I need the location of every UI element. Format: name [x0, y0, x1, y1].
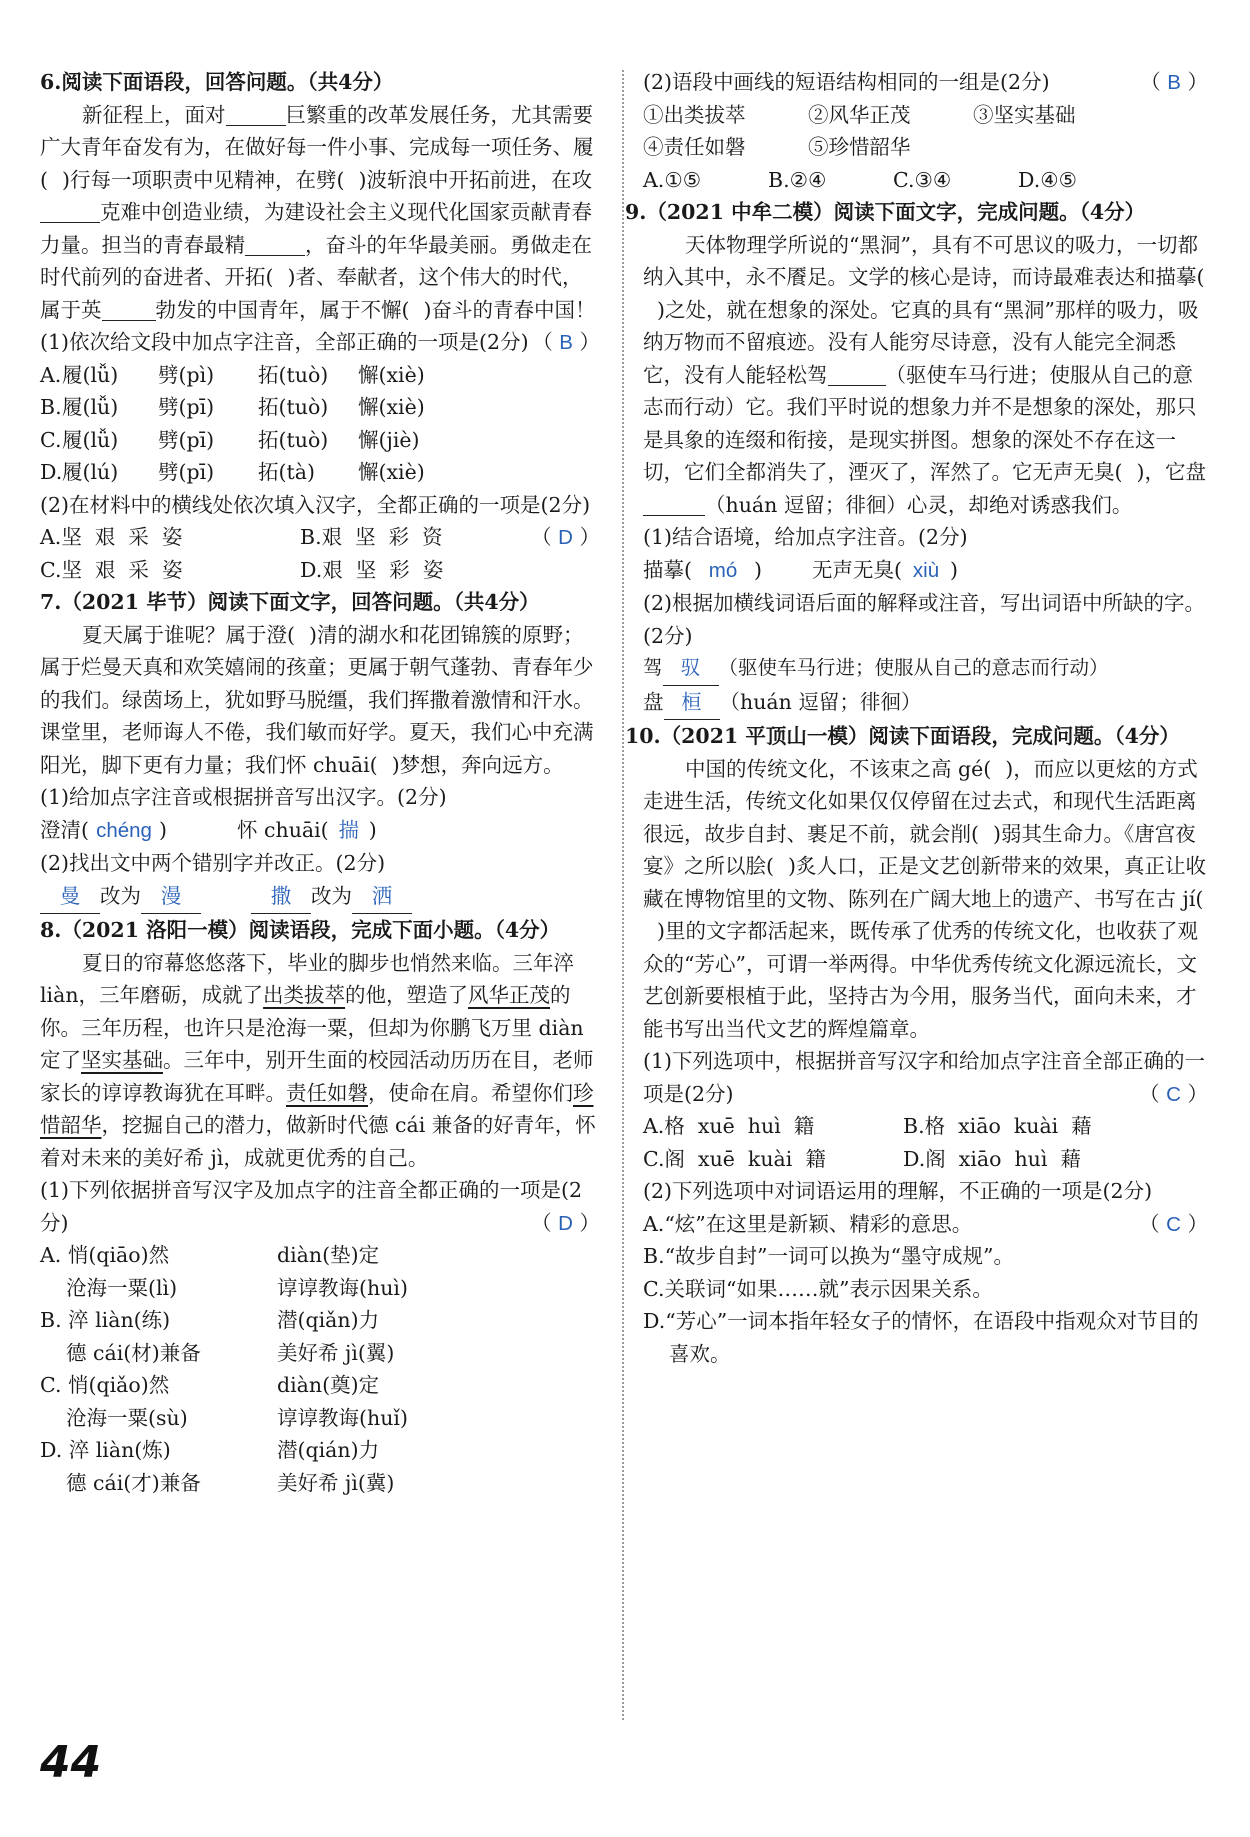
q7-passage: 夏天属于谁呢？属于澄( )清的湖水和花团锦簇的原野；属于烂曼天真和欢笑嬉闹的孩童；更属于朝气蓬勃、青春年少的我们。绿茵场上，犹如野马脱缰，我们挥撒着激情和汗水。课堂里，老师诲人不倦，我们敏而好学。夏天，我们心中充满阳光，脚下更有力量；我们怀 chuāi( )梦想，奔向远方。 [40, 622, 594, 777]
q10-sub1-answer: C [1166, 1082, 1181, 1106]
q7-sub1-answers: 澄清( chéng ) 怀 chuāi( 揣 ) [40, 817, 377, 842]
q8-sub1-options: A. 悄(qiāo)然 diàn(垫)定 沧海一粟(lì) 谆谆教诲(huì) B. 淬 liàn(练) 潜(qiǎn)力 德 cái(材)兼备 美好希 jì(翼) C. 悄(qiǎo)然 diàn(奠)定 沧海一粟(sù) 谆谆教诲(huǐ) D. 淬 liàn(炼) 潜(qián)力 德 cái(才)兼备 美好希 jì(冀) [40, 1243, 408, 1495]
q8-sub2-answer: B [1167, 71, 1181, 94]
option: A.坚 艰 采 姿 [40, 525, 183, 549]
q10-title: 10.（2021 平顶山一模）阅读下面语段，完成问题。（4分） [625, 724, 1180, 748]
q6-sub2-options [40, 521, 531, 586]
q10-sub2-answer: C [1166, 1212, 1181, 1236]
q7-sub2: (2)找出文中两个错别字并改正。(2分) [40, 851, 386, 875]
q6-passage: 新征程上，面对 巨繁重的改革发展任务，尤其需要广大青年奋发有为，在做好每一件小事、完成每一项任务、履( )行每一项职责中见精神，在劈( )波斩浪中开拓前进，在攻克难中创造业绩，为建设社会主义现代化国家贡献青春力量。担当的青春最精 ，奋斗的年华最美丽。勇做走在时代前列的奋进者、开拓( )者、奉献者，这个伟大的时代，属于英 勃发的中国青年，属于不懈( )奋斗的青春中国！ [40, 102, 596, 322]
q8-title: 8.（2021 洛阳一模）阅读语段，完成下面小题。（4分） [40, 918, 561, 942]
q8-sub2-items: ①出类拔萃 ②风华正茂 ③坚实基础 ④责任如磐 ⑤珍惜韶华 [643, 102, 1076, 159]
q8-passage: 夏日的帘幕悠悠落下，毕业的脚步也悄然来临。三年淬 liàn，三年磨砺，成就了出类拔萃的他，塑造了风华正茂的你。三年历程，也许只是沧海一粟，但却为你鹏飞万里 diàn 定了坚实基础。三年中，别开生面的校园活动历历在目，老师家长的谆谆教诲犹在耳畔。责任如磐，使命在肩。希望你们珍惜韶华，挖掘自己的潜力，做新时代德 cái 兼备的好青年，怀着对未来的美好希 jì，成就更优秀的自己。 [40, 950, 596, 1170]
right-column [625, 66, 1208, 1370]
q9-sub1-answers: 描摹( mó ) 无声无臭( xiù ) [643, 557, 958, 582]
q9-passage: 天体物理学所说的“黑洞”，具有不可思议的吸力，一切都纳入其中，永不餍足。文学的核心是诗，而诗最难表达和描摹()之处，就在想象的深处。它真的具有“黑洞”那样的吸力，吸纳万物而不留痕迹。没有人能穷尽诗意，没有人能完全洞悉它，没有人能轻松驾 （驱使车马行进；使服从自己的意志而行动）它。我们平时说的想象力并不是想象的深处，那只是具象的连缀和衔接，是现实拼图。想象的深处不存在这一切，它们全都消失了，湮灭了，浑然了。它无声无臭( )，它盘（huán 逗留；徘徊）心灵，却绝对诱惑我们。 [643, 232, 1206, 517]
option-row: C. 履(lǚ) 劈(pī) 拓(tuò) 懈(jiè) [40, 427, 420, 452]
q7-title: 7.（2021 毕节）阅读下面文字，回答问题。（共4分） [40, 590, 540, 614]
q6-sub1-answer: B [559, 331, 573, 354]
q8-sub1: (1)下列依据拼音写汉字及加点字的注音全都正确的一项是(2分) （ D ） [40, 1178, 600, 1235]
q8-sub2: (2)语段中画线的短语结构相同的一组是(2分) （ B ） [643, 70, 1208, 94]
option: B.艰 坚 彩 资 [300, 525, 443, 549]
q6-sub1-options [40, 359, 600, 489]
option-row: D. 履(lú) 劈(pī) 拓(tà) 懈(xiè) [40, 460, 425, 484]
page-number: 44 [40, 1737, 102, 1788]
q8-sub1-answer: D [558, 1211, 573, 1235]
q10-passage: 中国的传统文化，不该束之高 gé( )，而应以更炫的方式走进生活，传统文化如果仅仅停留在过去式，和现代生活距离很远，故步自封、裹足不前，就会削( )弱其生命力。《唐宫夜宴》之所以脍( )炙人口，正是文艺创新带来的效果，真正让收藏在博物馆里的文物、陈列在广阔大地上的遗产、书写在古 jí()里的文字都活起来，既传承了优秀的传统文化，也收获了观众的“芳心”，可谓一举两得。中华优秀传统文化源远流长，文艺创新要根植于此，坚持古为今用，服务当代，面向未来，才能书写出当代文艺的辉煌篇章。 [643, 756, 1206, 1041]
q9-sub1: (1)结合语境，给加点字注音。(2分) [643, 525, 968, 549]
q6-title: 6.阅读下面语段，回答问题。（共4分） [40, 70, 394, 94]
q10-sub1-options: A.格 xuē huì 籍 B.格 xiāo kuài 藉 C.阁 xuē kuài 籍 D.阁 xiāo huì 藉 [643, 1114, 1092, 1171]
q6-sub1: (1)依次给文段中加点字注音，全部正确的一项是(2分) （ B ） [40, 330, 600, 354]
q6-sub2-answer: D [558, 526, 573, 549]
q6-sub2: (2)在材料中的横线处依次填入汉字，全都正确的一项是(2分) （ D ） [40, 492, 600, 549]
q9-sub2: (2)根据加横线词语后面的解释或注音，写出词语中所缺的字。(2分) [643, 591, 1206, 648]
q9-fill1: 驾 驭 （驱使车马行进；使服从自己的意志而行动） [643, 652, 1208, 686]
option-row: B. 履(lǚ) 劈(pī) 拓(tuò) 懈(xiè) [40, 395, 425, 419]
q9-title: 9.（2021 中牟二模）阅读下面文字，完成问题。（4分） [625, 200, 1146, 224]
q10-sub1: (1)下列选项中，根据拼音写汉字和给加点字注音全部正确的一项是(2分) （ C ） [643, 1049, 1208, 1106]
q9-fill2: 盘 桓 （huán 逗留；徘徊） [643, 686, 1208, 721]
q7-sub2-answers: 曼 改为 漫 撒 改为 洒 [40, 880, 600, 915]
q10-sub2: (2)下列选项中对词语运用的理解，不正确的一项是(2分) （ C ） [643, 1179, 1208, 1236]
q7-sub1: (1)给加点字注音或根据拼音写出汉字。(2分) [40, 785, 447, 809]
option-row: A. 履(lǚ) 劈(pì) 拓(tuò) 懈(xiè) [40, 362, 425, 387]
left-column [40, 66, 600, 1499]
column-divider [622, 70, 624, 1720]
option: D.艰 坚 彩 姿 [300, 557, 444, 582]
option: C.坚 艰 采 姿 [40, 557, 183, 582]
q8-sub2-options: A.①⑤ B.②④ C.③④ D.④⑤ [643, 167, 1077, 192]
q10-sub2-options: A.“炫”在这里是新颖、精彩的意思。 B.“故步自封”一词可以换为“墨守成规”。 C.关联词“如果……就”表示因果关系。 D.“芳心”一词本指年轻女子的情怀，在语段中指观众对节目的喜欢。 [643, 1211, 1199, 1366]
